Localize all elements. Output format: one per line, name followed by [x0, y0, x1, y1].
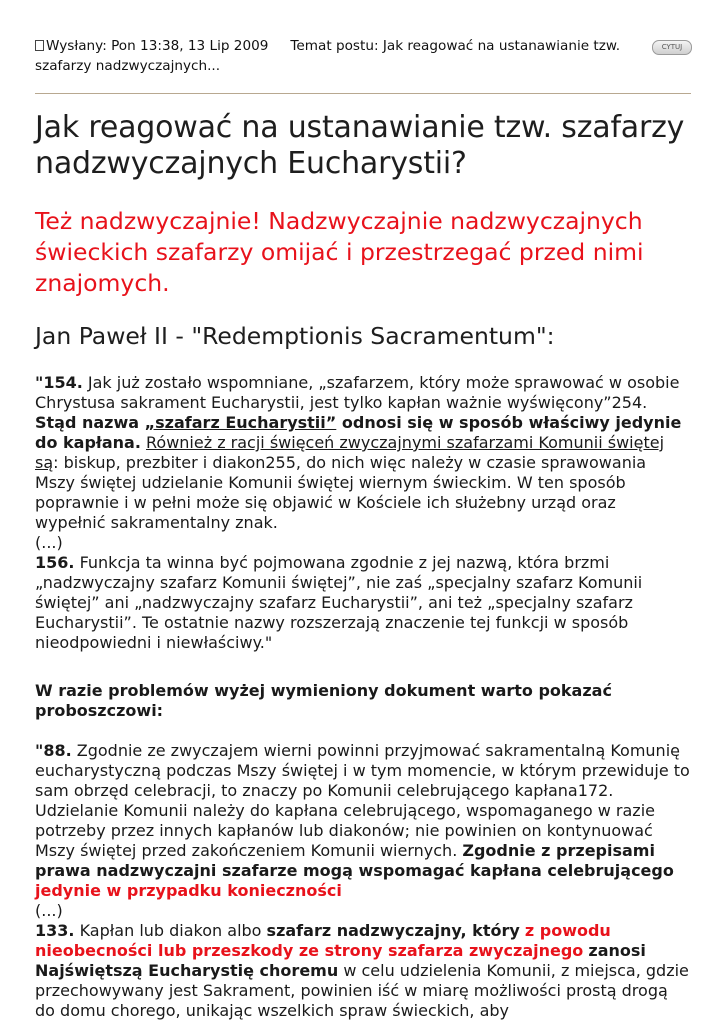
quote-text: Jak już zostało wspomniane, „szafarzem, który może sprawować w osobie Chrystusa sakrament Eucharystii, jest tylko kapłan ważnie wyświęcony”254. — [35, 373, 680, 412]
quote-bold: odnosi się w sposób właściwy jedynie do kapłana. — [35, 413, 682, 452]
quote-bold-red: jedynie w przypadku konieczności — [35, 881, 342, 900]
quote-text: Funkcja ta winna być pojmowana zgodnie z jej nazwą, która brzmi „nadzwyczajny szafarz Komunii świętej”, nie zaś „specjalny szafarz Komunii świętej” ani „nadzwyczajny szafarz Eucharystii”, ani też „specjalny szafarz Eucharystii”. Te ostatnie nazwy rozszerzają znaczenie tej funkcji w sposób nieodpowiedni i niewłaściwy." — [35, 553, 643, 652]
quote-paragraph-154 — [35, 373, 691, 653]
post-subject: Temat postu: Jak reagować na ustanawianie tzw. szafarzy nadzwyczajnych... — [35, 38, 621, 74]
divider — [35, 93, 691, 94]
point-number: "154. — [35, 373, 83, 392]
quote-bold: zanosi Najświętszą Eucharystię choremu — [35, 941, 646, 980]
quote-text: w celu udzielenia Komunii, z miejsca, gdzie przechowywany jest Sakrament, powinien iść w miarę możliwości prostą drogą do domu chorego, unikając wszelkich spraw świeckich, aby — [35, 961, 689, 1020]
quote-text: Zgodnie ze zwyczajem wierni powinni przyjmować sakramentalną Komunię eucharystyczną podczas Mszy świętej i w tym momencie, w którym przewiduje to sam obrzęd celebracji, to znaczy po Komunii celebrującego kapłana172. Udzielanie Komunii należy do kapłana celebrującego, wspomaganego w razie potrzeby przez innych kapłanów lub diakonów; nie powinien on kontynuować Mszy świętej przed zakończeniem Komunii wiernych. — [35, 741, 690, 860]
post — [35, 36, 691, 1021]
post-date: Wysłany: Pon 13:38, 13 Lip 2009 — [46, 38, 269, 54]
quote-bold: Stąd nazwa — [35, 413, 145, 432]
quote-bold-underlined: „szafarz Eucharystii” — [144, 413, 337, 432]
ellipsis: (...) — [35, 533, 63, 552]
quote-button[interactable]: CYTUJ — [652, 40, 692, 55]
point-number: 133. — [35, 921, 75, 940]
quote-text: : biskup, prezbiter i diakon255, do nich więc należy w czasie sprawowania Mszy świętej udzielanie Komunii świętej wiernym świeckim. W ten sposób poprawnie i w pełni może się objawić w Kościele ich służebny urząd oraz wypełnić sakramentalny znak. — [35, 453, 647, 532]
quote-underlined: Również z racji święceń zwyczajnymi szafarzami Komunii świętej są — [35, 433, 665, 472]
quote-bold-red: z powodu nieobecności lub przeszkody ze strony szafarza zwyczajnego — [35, 921, 611, 960]
point-number: 156. — [35, 553, 75, 572]
section-heading — [35, 681, 691, 721]
quote-text: Kapłan lub diakon albo — [74, 921, 267, 940]
post-title: Jak reagować na ustanawianie tzw. szafarzy nadzwyczajnych Eucharystii? — [35, 110, 685, 181]
post-document-icon[interactable] — [35, 40, 44, 51]
quote-bold: szafarz nadzwyczajny, który — [266, 921, 520, 940]
quote-paragraph-88 — [35, 741, 691, 1021]
ellipsis: (...) — [35, 901, 63, 920]
point-number: "88. — [35, 741, 72, 760]
post-meta — [35, 36, 691, 76]
quote-bold: Zgodnie z przepisami prawa nadzwyczajni szafarze mogą wspomagać kapłana celebrującego — [35, 841, 674, 880]
document-subtitle: Jan Paweł II - "Redemptionis Sacramentum": — [35, 322, 555, 350]
section-heading-text: W razie problemów wyżej wymieniony dokument warto pokazać proboszczowi: — [35, 681, 612, 720]
lead-red-text: Też nadzwyczajnie! Nadzwyczajnie nadzwyczajnych świeckich szafarzy omijać i przestrzegać przed nimi znajomych. — [35, 207, 644, 297]
